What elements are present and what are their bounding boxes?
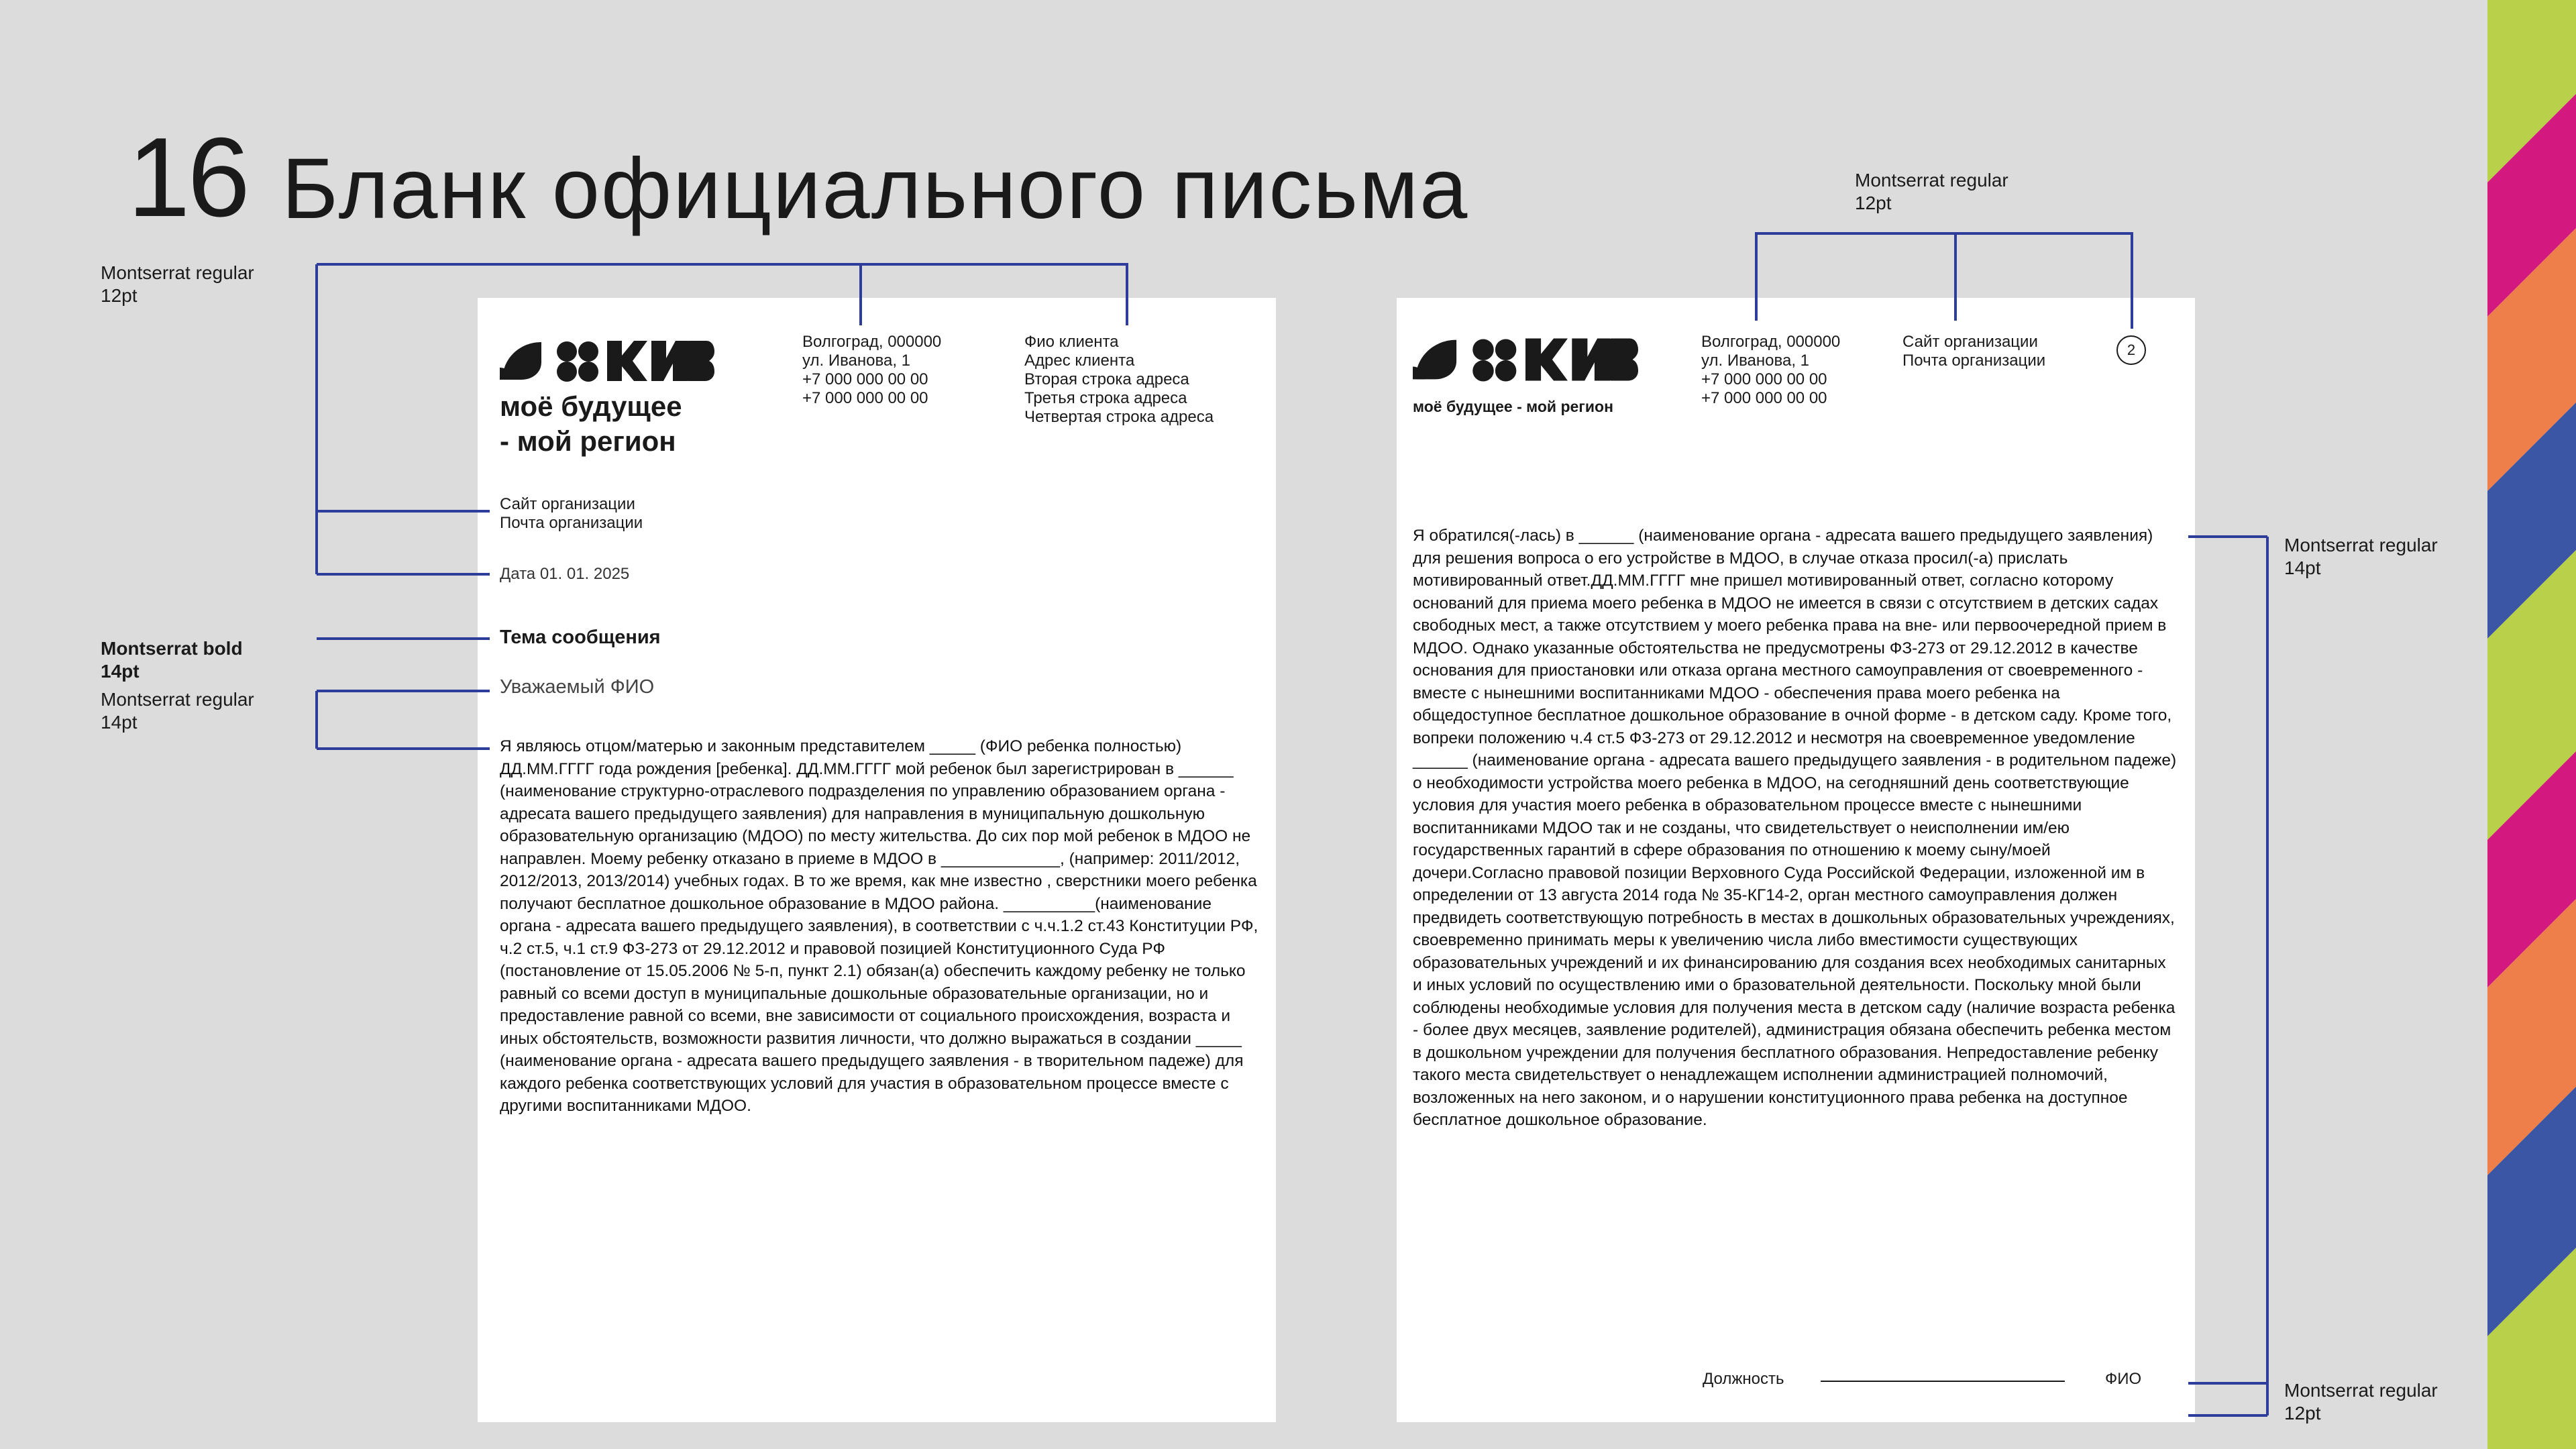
- decorative-stripes: [2487, 0, 2576, 1449]
- letter-body: Я являюсь отцом/матерью и законным представителем _____ (ФИО ребенка полностью) ДД.ММ.ГГГГ года рождения [ребенка]. ДД.ММ.ГГГГ мой ребенок был зарегистрирован в ______ (наименование структурно-отраслевого подразделения по управлению образованием органа - адресата вашего предыдущего заявления) для направления в муниципальную дошкольную образовательную организацию (МДОО) по месту жительства. До сих пор мой ребенок в МДОО не направлен. Моему ребенку отказано в приеме в МДОО в _____________, (например: 2011/2012, 2012/2013, 2013/2014) учебных годах. В то же время, как мне известно , сверстники моего ребенка получают бесплатное дошкольное образование в МДОО района. __________(наименование органа - адресата вашего предыдущего заявления), в соответствии с ч.ч.1.2 ст.43 Конституции РФ, ч.2 ст.5, ч.1 ст.9 ФЗ-273 от 29.12.2012 и правовой позицией Конституционного Суда РФ (постановление от 15.05.2006 № 5-п, пункт 2.1) обязан(а) обеспечить каждому ребенку не только равный со всеми доступ в муниципальные дошкольные образовательные организации, но и предоставление равной со всеми, вне зависимости от социального происхождения, возраста и иных обстоятельств, возможности развития личности, что должно выражаться в создании _____ (наименование органа - адресата вашего предыдущего заявления - в творительном падеже) для каждого ребенка соответствующих условий для участия в образовательном процессе вместе с другими воспитанниками МДОО.: [500, 737, 1258, 1115]
- page-number: 2: [2116, 335, 2146, 365]
- sender-address: Волгоград, 000000 ул. Иванова, 1 +7 000 000 00 00 +7 000 000 00 00: [802, 333, 942, 407]
- signature-name: ФИО: [2105, 1370, 2142, 1388]
- annotation-left-top: Montserrat regular 12pt: [101, 262, 254, 306]
- letter-date: Дата 01. 01. 2025: [500, 565, 630, 583]
- sender-address: Волгоград, 000000 ул. Иванова, 1 +7 000 000 00 00 +7 000 000 00 00: [1701, 333, 1841, 407]
- slide-title: Бланк официального письма: [282, 141, 1469, 237]
- slide-number: 16: [127, 114, 248, 240]
- organization-contacts: Сайт организации Почта организации: [1902, 333, 2046, 370]
- client-address: Фио клиента Адрес клиента Вторая строка адреса Третья строка адреса Четвертая строка адреса: [1024, 333, 1214, 426]
- annotation-left-regular: Montserrat regular 14pt: [101, 689, 254, 733]
- annotation-right-body: Montserrat regular 14pt: [2284, 535, 2438, 578]
- signature-position: Должность: [1703, 1370, 1784, 1388]
- annotation-left-bold: Montserrat bold 14pt: [101, 638, 243, 682]
- letter-greeting: Уважаемый ФИО: [500, 676, 655, 698]
- letter-body: Я обратился(-лась) в ______ (наименование органа - адресата вашего предыдущего заявления) для решения вопроса о его устройстве в МДОО, в случае отказа просил(-а) прислать мотивированный ответ.ДД.ММ.ГГГГ мне пришел мотивированный ответ, согласно которому оснований для приема моего ребенка в МДОО не имеется в связи с отсутствием в детских садах свободных мест, а также отсутствием у моего ребенка права на вне- или первоочередной прием в МДОО. Однако указанные обстоятельства не предусмотрены ФЗ-273 от 29.12.2012 в качестве основания для приостановки или отказа органа местного самоуправления от своевременного - вместе с нынешними воспитанниками МДОО - обеспечения права моего ребенка на общедоступное бесплатное дошкольное образование в очной форме - в детском саду. Кроме того, вопреки положению ч.4 ст.5 ФЗ-273 от 29.12.2012 и несмотря на своевременное уведомление ______ (наименование органа - адресата вашего предыдущего заявления - в родительном падеже) о необходимости устройства моего ребенка в МДОО, на сегодняшний день соответствующие условия для участия моего ребенка в образовательном процессе вместе с нынешними воспитанниками МДОО так и не созданы, что свидетельствует о неисполнении им/ею государственных гарантий в сфере образования по отношению к моему сыну/моей дочери.Согласно правовой позиции Верховного Суда Российской Федерации, изложенной им в определении от 13 августа 2014 года № 35-КГ14-2, орган местного самоуправления должен предвидеть соответствующую потребность в местах в дошкольных образовательных учреждениях, своевременно принимать меры к увеличению числа либо вместимости существующих образовательных учреждений и их финансированию для создания всех необходимых санитарных и иных условий по осуществлению ими о бразовательной деятельности. Поскольку мной были соблюдены необходимые условия для получения места в детском саду (наличие возраста ребенка - более двух месяцев, заявление родителей), администрация обязана обеспечить ребенка местом в дошкольном учреждении для получения бесплатного образования. Непредоставление ребенку такого места свидетельствует о ненадлежащем исполнении администрацией полномочий, возложенных на него законом, и о нарушении конституционного права ребенка на доступное бесплатное дошкольное образование.: [1413, 527, 2177, 1129]
- brand-slogan: моё будущее - мой регион: [500, 390, 682, 457]
- organization-contacts: Сайт организации Почта организации: [500, 495, 643, 532]
- annotation-right-top: Montserrat regular 12pt: [1855, 170, 2008, 213]
- brand-slogan: моё будущее - мой регион: [1413, 398, 1613, 415]
- letter-subject: Тема сообщения: [500, 627, 661, 648]
- annotation-right-bottom: Montserrat regular 12pt: [2284, 1380, 2438, 1424]
